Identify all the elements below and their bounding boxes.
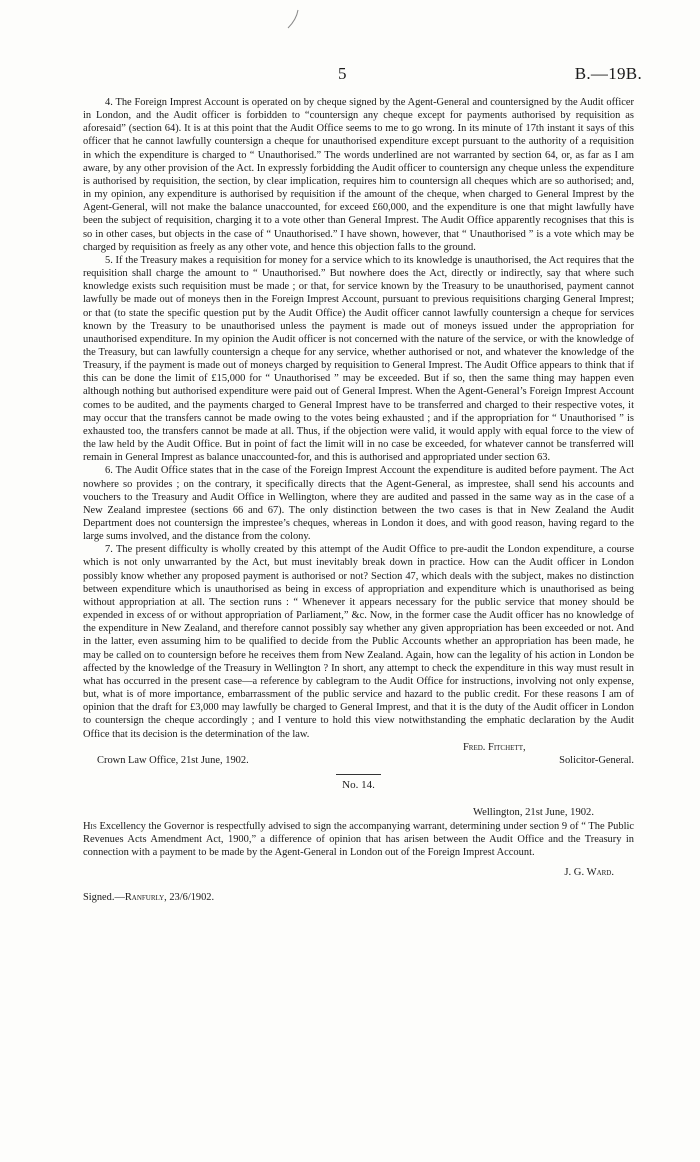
dateline: Wellington, 21st June, 1902. xyxy=(473,806,594,818)
memorandum-signer xyxy=(83,867,634,878)
paragraph-4: 4. The Foreign Imprest Account is operated on by cheque signed by the Agent-General and countersigned by the Audit officer in London, and the Audit officer is forbidden to “countersign any cheque except for payments authorised by requisition as aforesaid” (section 64). It is at this point that the Audit Office seems to me to go wrong. In its minute of 17th instant it says of this officer that he cannot lawfully countersign a cheque for unauthorised expenditure except pursuant to the authority of a requisition in which the expenditure is charged to “ Unauthorised.” The words underlined are not warranted by section 64, or, as far as I am aware, by any other provision of the Act. In expressly forbidding the Audit officer to countersign any cheque unless the expenditure is authorised by requisition, the section, by clear implication, requires him to countersign all cheques which are so authorised; and, in my opinion, any expenditure is authorised by requisition if the amount of the cheque, when charged to General Imprest by the Agent-General, will not make the balance unaccounted, for exceed £60,000, and the expenditure is one that might lawfully have been the subject of requisition, charging it to a vote other than General Imprest. The Audit Office apparently recognises that this is so in other cases, but objects in the case of “ Unauthorised.” I have shown, however, that “ Unauthorised ” is a vote which may be charged by requisition as freely as any other vote, and hence this objection falls to the ground. xyxy=(83,97,634,253)
memorandum-body: Excellency the Governor is respectfully advised to sign the accompanying warrant, determining under section 9 of “ The Public Revenues Acts Amendment Act, 1900,” a difference of opinion that has arisen between the Audit Office and the Treasury in connection with a payment to be made by the Agent-General in London out of the Foreign Imprest Account. xyxy=(83,820,634,858)
approval-line xyxy=(83,892,634,903)
document-body xyxy=(83,96,634,903)
office-and-date: Crown Law Office, 21st June, 1902. xyxy=(97,754,249,766)
handwritten-mark xyxy=(284,8,304,32)
signature-name-row xyxy=(83,741,634,754)
page-number: 5 xyxy=(338,64,347,83)
memorandum-text xyxy=(83,820,634,859)
paragraph-6: 6. The Audit Office states that in the case of the Foreign Imprest Account the expenditure is audited before payment. The Act nowhere so provides ; on the contrary, it specifically directs that the Agent-General, as imprestee, shall send his accounts and vouchers to the Treasury and Audit Office in Wellington, where they are audited and passed in the same way as in the case of a New Zealand imprestee (sections 66 and 67). The only distinction between the two cases is that in New Zealand the Audit Department does not countersign the imprestee’s cheques, whereas in London it does, and with good reason, having regard to the large sums involved, and the distance from the colony. xyxy=(83,465,634,543)
memorandum-signer-name: J. G. Ward. xyxy=(564,867,614,879)
item-heading xyxy=(83,779,634,793)
signatory-title: Solicitor-General. xyxy=(559,754,634,766)
document-reference: B.—19B. xyxy=(574,64,642,83)
approval-prefix: Signed.— xyxy=(83,892,125,904)
paragraph-5: 5. If the Treasury makes a requisition for money for a service which to its knowledge is unauthorised, the Act requires that the requisition shall charge the amount to “ Unauthorised.” But nowhere does the Act, directly or indirectly, say that where such knowledge exists such requisition must be made ; or that, for service known by the Treasury to be unauthorised, payment cannot lawfully be made out of moneys then in the Foreign Imprest Account, pursuant to previous requisitions charging General Imprest; or that (to state the specific question put by the Audit Office) the Audit officer cannot lawfully countersign a cheque for services known by the Treasury to be unauthorised unless the payment is made out of moneys issued under the appropriation for unauthorised expenditure. In my opinion the Audit officer is not concerned with the nature of the service, or with the knowledge of the Treasury, but can lawfully countersign a cheque for any service, whether authorised or not, and whatever the knowledge of the Treasury, if the payment is made out of moneys charged by requisition to General Imprest. The Audit Office appears to think that if this can be done the limit of £15,000 for “ Unauthorised ” may be exceeded. But if so, then the same thing may happen even although nothing but authorised expenditure were paid out of General Imprest. When the Agent-General’s Foreign Imprest Account comes to be audited, and the payments charged to General Imprest have to be transferred and charged to their respective votes, it may occur that the transfers cannot be made owing to the votes being exhausted ; and if the appropriation for “ Unauthorised ” is exhausted too, the transfers cannot be made at all. Thus, if the objection were valid, it would apply with equal force to the view of the law held by the Audit Office. But in point of fact the limit will in no case be exceeded, for whatever cannot be transferred will remain in General Imprest as balance unaccounted-for, and this is authorised and appropriated under section 63. xyxy=(83,254,634,464)
memorandum-lead-word: His xyxy=(83,820,97,832)
approval-name: Ranfurly xyxy=(124,892,165,904)
item-number: No. 14. xyxy=(336,774,381,791)
signatory-name: Fred. Fitchett, xyxy=(463,741,526,753)
approval-date: , 23/6/1902. xyxy=(164,892,215,904)
signature-office-row xyxy=(83,754,634,767)
paragraph-7: 7. The present difficulty is wholly created by this attempt of the Audit Office to pre-audit the London expenditure, a course which is not only unwarranted by the Act, but must inevitably break down in practice. How can the Audit officer in London possibly know whether any proposed payment is authorised or not? Section 47, which deals with the subject, makes no distinction between expenditure which is unauthorised as being in excess of appropriation and expenditure which is unauthorised as being without appropriation at all. The section runs : “ Whenever it appears necessary for the public service that money should be expended in excess of or without appropriation of Parliament,” &c. Now, in the former case the Audit officer has no knowledge of the expenditure in New Zealand, and therefore cannot possibly say whether any given appropriation has been exceeded or not. And in the latter, even assuming him to be qualified to decide from the Public Accounts whether an appropriation has been made, he may be called on to countersign before he receives them from New Zealand. Again, how can the legality of his action in London be affected by the knowledge of the Treasury in Wellington ? In short, any attempt to check the expenditure in this way must result in what has occurred in the present case—a reference by cablegram to the Audit Office for instructions, involving not only expense, but, what is of more importance, embarrassment of the public service and hazard to the public credit. For these reasons I am of opinion that the draft for £3,000 may lawfully be charged to General Imprest, and that it is the duty of the Audit officer in London to countersign the cheque accordingly ; and I venture to hold this view notwithstanding the emphatic declaration by the Audit Office that its decision is the determination of the law. xyxy=(83,544,634,740)
